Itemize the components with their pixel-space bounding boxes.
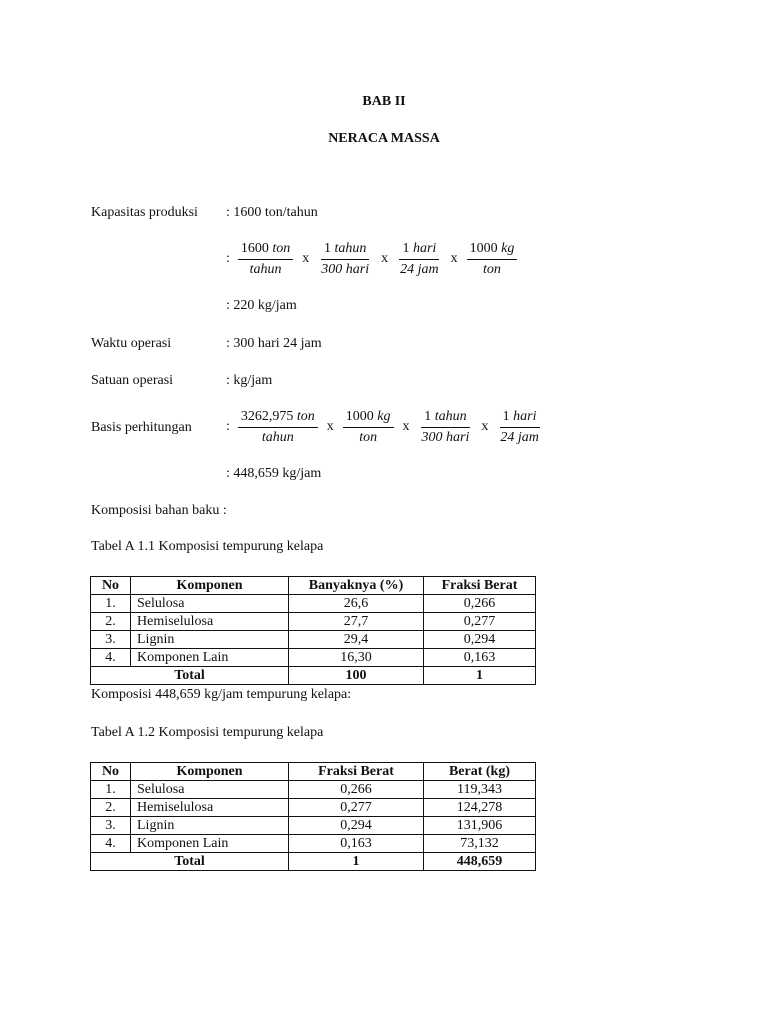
table-cell: 3. [91,631,131,649]
fraction-denominator: 24 jam [400,261,439,277]
table-row [91,835,536,853]
table-cell: Komponen Lain [131,835,289,853]
table-cell: 73,132 [424,835,536,853]
table-cell: Lignin [131,631,289,649]
fraction-numerator [238,240,293,260]
table1-total-row [91,667,536,685]
table-cell: 0,277 [289,799,424,817]
table-row [91,817,536,835]
fraction-denominator: 300 hari [421,429,470,445]
fraction-denominator: ton [359,429,378,445]
expression-colon: : [226,419,230,434]
numerator-number: 1600 [240,240,269,256]
table-cell: Lignin [131,817,289,835]
fraction [238,408,318,447]
table1-header-no: No [91,577,131,595]
fraction-numerator [343,408,394,428]
numerator-number: 1 [324,240,331,256]
table-cell: 1. [91,781,131,799]
table-cell: 26,6 [289,595,424,613]
table2-header-berat: Berat (kg) [424,763,536,781]
numerator-unit: hari [412,240,437,256]
table-cell: 29,4 [289,631,424,649]
table-cell: 131,906 [424,817,536,835]
satuan-value: : kg/jam [226,373,273,388]
satuan-label: Satuan operasi [91,373,174,388]
fraction-numerator [467,240,518,260]
fraction [238,240,293,279]
fraction-denominator: 24 jam [500,429,539,445]
table2-header-no: No [91,763,131,781]
multiply-operator: x [302,251,310,266]
table-cell: Hemiselulosa [131,799,289,817]
table-cell: Selulosa [131,595,289,613]
fraction [397,240,442,279]
table1-total-banyaknya: 100 [289,667,424,685]
fraction [419,408,473,447]
fraction-numerator [500,408,540,428]
table-row [91,595,536,613]
waktu-label: Waktu operasi [91,336,172,351]
table-row [91,649,536,667]
table1-header-row [91,577,536,595]
table-cell: 0,163 [289,835,424,853]
fraction [318,240,372,279]
table1-header-fraksi: Fraksi Berat [424,577,536,595]
fraction-numerator [238,408,318,428]
table1-caption: Tabel A 1.1 Komposisi tempurung kelapa [91,539,324,554]
numerator-number: 1000 [345,408,374,424]
basis-label: Basis perhitungan [91,420,192,435]
kapasitas-result: : 220 kg/jam [226,298,297,313]
table-cell: 0,163 [424,649,536,667]
fraction-numerator [421,408,469,428]
waktu-value: : 300 hari 24 jam [226,336,322,351]
fraction-denominator: 300 hari [321,261,370,277]
table-row [91,613,536,631]
table2-header-row [91,763,536,781]
table1-total-label: Total [91,667,289,685]
table-cell: 16,30 [289,649,424,667]
table-cell: Komponen Lain [131,649,289,667]
table-cell: 0,294 [424,631,536,649]
kapasitas-label: Kapasitas produksi [91,205,198,220]
kapasitas-expression [226,237,519,281]
numerator-number: 1 [402,240,410,256]
table-cell: 2. [91,799,131,817]
expression-colon: : [226,251,230,266]
table-cell: 4. [91,649,131,667]
numerator-unit: ton [296,408,315,424]
komposisi-label: Komposisi bahan baku : [91,503,227,518]
multiply-operator: x [450,251,458,266]
basis-expression [226,405,544,449]
numerator-unit: tahun [334,240,367,256]
multiply-operator: x [481,419,489,434]
table1-header-komponen: Komponen [131,577,289,595]
table-cell: 2. [91,613,131,631]
table-cell: 0,266 [289,781,424,799]
table-cell: 0,266 [424,595,536,613]
table1-total-fraksi: 1 [424,667,536,685]
numerator-unit: kg [377,408,391,424]
table-cell: 119,343 [424,781,536,799]
table-cell: 3. [91,817,131,835]
numerator-number: 3262,975 [240,408,294,424]
numerator-number: 1 [502,408,510,424]
table2-header-fraksi: Fraksi Berat [289,763,424,781]
table1-header-banyaknya: Banyaknya (%) [289,577,424,595]
numerator-unit: hari [513,408,537,424]
table-row [91,631,536,649]
fraction [467,240,518,279]
table-cell: 4. [91,835,131,853]
numerator-number: 1000 [469,240,498,256]
fraction [343,408,394,447]
fraction-denominator: ton [483,261,501,277]
fraction-numerator [321,240,369,260]
multiply-operator: x [326,419,334,434]
kapasitas-value: : 1600 ton/tahun [226,205,318,220]
fraction [497,408,542,447]
table-cell: 0,277 [424,613,536,631]
table2-total-berat: 448,659 [424,853,536,871]
table-cell: 0,294 [289,817,424,835]
chapter-heading: BAB II [362,94,406,109]
numerator-unit: tahun [434,408,467,424]
numerator-number: 1 [424,408,432,424]
table2-total-fraksi: 1 [289,853,424,871]
table2-caption: Tabel A 1.2 Komposisi tempurung kelapa [91,725,324,740]
table2-total-label: Total [91,853,289,871]
numerator-unit: kg [501,240,515,256]
table-cell: Hemiselulosa [131,613,289,631]
chapter-title: NERACA MASSA [328,131,440,146]
basis-result: : 448,659 kg/jam [226,466,322,481]
fraction-numerator [399,240,439,260]
numerator-unit: ton [272,240,291,256]
table-cell: 1. [91,595,131,613]
multiply-operator: x [402,419,410,434]
table-cell: Selulosa [131,781,289,799]
table2-header-komponen: Komponen [131,763,289,781]
table-row [91,781,536,799]
composition-note: Komposisi 448,659 kg/jam tempurung kelapa: [91,687,352,702]
table2 [90,762,536,871]
table1 [90,576,536,685]
table-cell: 27,7 [289,613,424,631]
fraction-denominator: tahun [249,261,282,277]
multiply-operator: x [381,251,389,266]
fraction-denominator: tahun [261,429,294,445]
table-cell: 124,278 [424,799,536,817]
table2-total-row [91,853,536,871]
table-row [91,799,536,817]
